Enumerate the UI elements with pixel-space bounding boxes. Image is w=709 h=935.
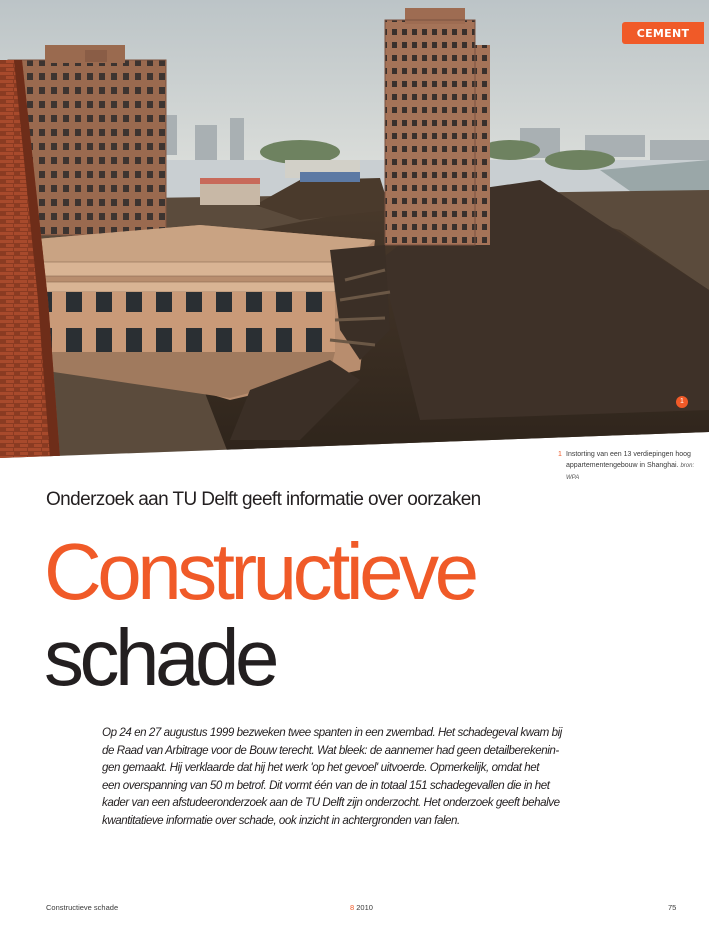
intro-line: de Raad van Arbitrage voor de Bouw terecht. Wat bleek: de aannemer had geen detailberekenin- <box>102 743 559 757</box>
hero-photo <box>0 0 709 458</box>
intro-line: kader van een afstudeeronderzoek aan de TU Delft zijn onderzocht. Het onderzoek geeft behalve <box>102 796 560 810</box>
intro-line: een overspanning van 50 m betrof. Dit vormt één van de in totaal 151 schadegevallen die in het <box>102 778 550 792</box>
footer-page-number: 75 <box>668 903 677 912</box>
intro-line: kwantitatieve informatie over schade, ook inzicht in achtergronden van falen. <box>102 813 460 827</box>
intro-line: Op 24 en 27 augustus 1999 bezweken twee spanten in een zwembad. Het schadegeval kwam bij <box>102 726 562 739</box>
intro-line: gen gemaakt. Hij verklaarde dat hij het werk 'op het gevoel' uitvoerde. Opmerkelijk, omdat het <box>102 761 540 775</box>
article-intro <box>102 724 580 830</box>
article-title-line-1: Constructieve <box>44 527 475 616</box>
caption-source: bron: WPA <box>566 463 695 481</box>
article-subtitle: Onderzoek aan TU Delft geeft informatie over oorzaken <box>46 489 481 510</box>
figure-caption <box>558 449 698 484</box>
footer-issue-year: 2010 <box>356 903 373 912</box>
collapsed-building-illustration <box>0 0 709 458</box>
magazine-badge: CEMENT <box>622 22 704 44</box>
footer-section-title: Constructieve schade <box>46 903 119 912</box>
caption-text: Instorting van een 13 verdiepingen hoog appartementengebouw in Shanghai. <box>566 451 691 469</box>
article-title-line-2: schade <box>44 613 275 702</box>
figure-marker: 1 <box>676 396 688 408</box>
caption-number: 1 <box>558 451 562 458</box>
footer-issue-number: 8 <box>350 903 355 912</box>
footer-issue <box>350 903 373 912</box>
